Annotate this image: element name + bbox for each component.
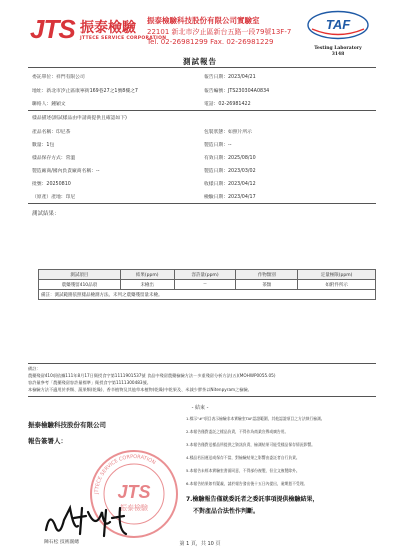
signature-representative: 報告簽署人：: [28, 437, 67, 445]
stamp-ring-text: JTTECE SERVICE CORPORATION: [93, 453, 157, 495]
stamp-inner-text: 振泰檢驗: [120, 504, 148, 512]
sample-batch: 批號：20250810: [32, 182, 71, 187]
client-address: 地址：新北市汐止區康寧街169巷27之1號8樓之7: [32, 89, 138, 94]
table-header-cell: 結果(ppm): [120, 270, 174, 280]
sample-exp-date: 有效日期：2025/08/10: [204, 156, 256, 161]
report-date: 報告日期：2023/04/21: [204, 75, 256, 80]
report-number: 報告編號：JTS230304A0834: [204, 89, 270, 94]
table-header-row: [39, 270, 376, 280]
report-title: 測試報告: [183, 57, 217, 66]
notes-label: 備註：: [28, 366, 41, 371]
terms-item: 5.本報告未經本實驗室書面同意，不得部份複製，但全文複製除外。: [186, 468, 300, 473]
logo-english-name: JTTECE SERVICE CORPORATION: [80, 36, 167, 41]
sample-mfg-date: 製造日期：--: [204, 143, 232, 148]
terms-item-important: 7.檢驗報告僅就委託者之委託事項提供檢驗結果，: [186, 496, 319, 503]
notes-exclusion: 本檢驗方法不適用於茶類、蔬果類(乾燥)、香辛植物及其他草本植物(乾燥)中乾果及、米減少膠茶以Nitenpyram之檢驗。: [28, 387, 252, 392]
terms-item-important: 不對產品合法性作判斷。: [193, 508, 260, 515]
divider: [28, 67, 376, 68]
taf-caption-line1: Testing Laboratory: [314, 46, 362, 51]
taf-caption-line2: 3148: [331, 52, 345, 57]
client-applicant: 委託單位：祥門有限公司: [32, 75, 85, 80]
divider: [28, 396, 376, 397]
terms-item: 3.本報告僅對送樣品所提供之資訊負責，檢測結果可能受樣品保存情況影響。: [186, 442, 315, 447]
terms-item: 2.本報告僅對委託之樣品負責，不得作為商業宣傳或廣告用。: [186, 429, 289, 434]
table-cell: 如附件所示: [298, 280, 376, 290]
terms-item: 4.樣品若因運送或保存不當，對檢驗結果之影響由委託者自行負責。: [186, 455, 300, 460]
signature-company: 振泰檢驗科技股份有限公司: [28, 421, 106, 429]
table-cell: 未檢出: [120, 280, 174, 290]
notes-tolerance: 容許量參考「農藥殘留容許量標準」衛授食字第1111300483號。: [28, 380, 151, 385]
table-cell: --: [174, 280, 236, 290]
table-footnote-row: [39, 290, 376, 300]
company-tel-fax: Tel. 02-26981299 Fax. 02-26981229: [147, 38, 274, 46]
sample-name: 產品名稱：印尼茶: [32, 130, 71, 135]
taf-logo-text: TAF: [325, 17, 351, 32]
sample-receive-date: 收樣日期：2023/04/12: [204, 182, 256, 187]
table-header-cell: 容許量(ppm): [174, 270, 236, 280]
table-header-cell: 測試項目: [39, 270, 121, 280]
sample-description-box: [28, 110, 376, 204]
signer-name: 陳石松 技術副總: [44, 540, 80, 545]
terms-list: [186, 416, 382, 518]
results-table: [38, 269, 376, 300]
report-header: [0, 8, 400, 57]
terms-item: 6.本報告結果如有疑義，請於報告發出後十五日內提出，逾期恕不受理。: [186, 481, 308, 486]
table-header-cell: 作物類別: [236, 270, 298, 280]
sample-mfg-place: 製造日期：2023/03/02: [204, 169, 256, 174]
taf-logo-icon: [306, 10, 370, 40]
sample-package: 包裝狀態：如照片所示: [204, 130, 252, 135]
logo-chinese-name: 振泰檢驗: [80, 20, 136, 36]
company-address: 22101 新北市汐止區新台五路一段79號13F-7: [147, 28, 292, 36]
notes-method: 農藥殘留410項依據111年8月17日衛授食字第1111901537號 食品中殘留農藥檢驗方法－多重殘留分析方法(五)(MOHWP0055.05): [28, 373, 276, 378]
stamp-logo-text: JTS: [117, 482, 151, 502]
table-cell: 茶類: [236, 280, 298, 290]
table-footnote: 備註：測試範圍依照樣品檢測方法。未列之農藥殘留量未檢。: [39, 290, 376, 300]
page-number: 第 1 頁，共 10 頁: [179, 541, 221, 547]
client-contact: 聯絡人：鍾穎文: [32, 102, 66, 107]
handwritten-signature: [40, 500, 160, 540]
client-phone: 電話：02-26981422: [204, 102, 251, 107]
table-cell: 農藥殘留410品項: [39, 280, 121, 290]
end-mark: - 結束 -: [191, 405, 209, 411]
sample-quantity: 數量：1包: [32, 143, 55, 148]
sample-origin: （原產）產地：印尼: [32, 195, 76, 200]
table-header-cell: 定量極限(ppm): [298, 270, 376, 280]
company-name: 振泰檢驗科技股份有限公司實驗室: [147, 16, 260, 25]
table-row: [39, 280, 376, 290]
sample-test-date: 檢驗日期：2023/04/17: [204, 195, 256, 200]
results-title: 測試結果：: [32, 211, 60, 217]
sample-storage: 樣品保存方式：常溫: [32, 156, 76, 161]
sample-section-title: 樣品描述(測試樣品由申請商提供且確認如下): [32, 116, 127, 121]
terms-item: 1.標示"#"項目表示檢驗非本實驗室TAF認證範圍，其他認證項目之方法執行檢測。: [186, 416, 325, 421]
jts-logo: JTS: [30, 14, 75, 44]
sample-maker: 製造廠商/國內負責廠商名稱：--: [32, 169, 100, 174]
